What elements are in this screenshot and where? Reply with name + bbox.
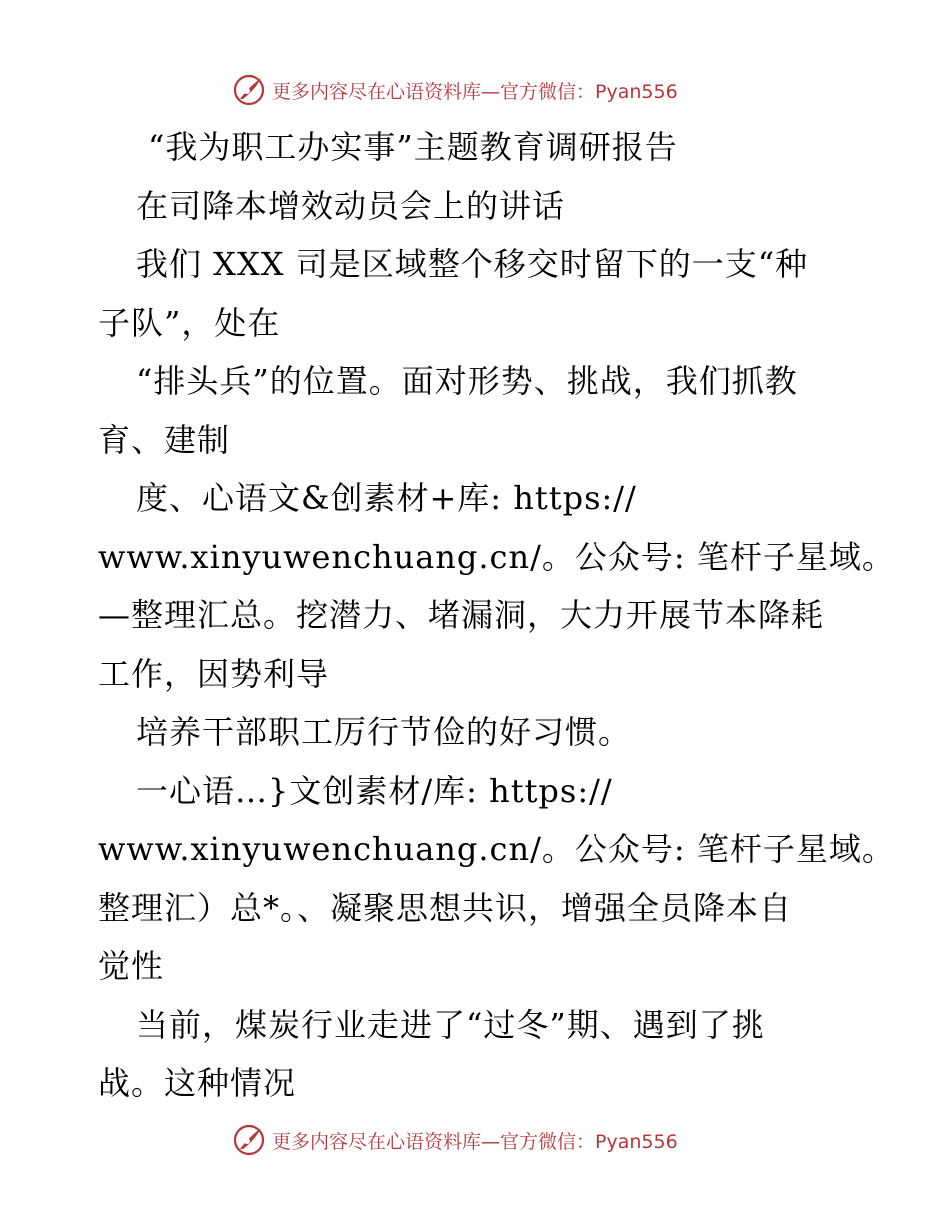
paragraph-line: 当前，煤炭行业走进了“过冬”期、遇到了挑 xyxy=(136,1005,765,1044)
paragraph-line: 一心语…}文创素材/库: https:// xyxy=(136,771,613,810)
paragraph-line: 我们 XXX 司是区域整个移交时留下的一支“种 xyxy=(136,245,809,283)
paragraph-line: 培养干部职工厉行节俭的好习惯。 xyxy=(136,713,632,751)
paragraph-line: 战。这种情况 xyxy=(98,1064,297,1102)
paragraph-line: “排头兵”的位置。面对形势、挑战，我们抓教 xyxy=(136,362,798,400)
watermark-text: 更多内容尽在心语资料库—官方微信：Pyan556 xyxy=(272,1130,678,1153)
paragraph-line: www.xinyuwenchuang.cn/。公众号: 笔杆子星域。 xyxy=(98,830,895,868)
paragraph-line: www.xinyuwenchuang.cn/。公众号: 笔杆子星域。 xyxy=(98,537,895,576)
paragraph-line: 育、建制 xyxy=(98,420,231,459)
paragraph-line: 度、心语文&创素材+库: https:// xyxy=(136,479,637,517)
header-watermark xyxy=(232,72,678,108)
paragraph-line: 整理汇）总*。、凝聚思想共识，增强全员降本自 xyxy=(98,888,793,927)
watermark-text: 更多内容尽在心语资料库—官方微信：Pyan556 xyxy=(272,80,678,103)
paragraph-line: 工作，因势利导 xyxy=(98,654,330,693)
paragraph-line: 子队”，处在 xyxy=(98,303,281,342)
document-body xyxy=(98,118,895,1113)
footer-watermark xyxy=(232,1122,678,1158)
document-title: “我为职工办实事”主题教育调研报告 xyxy=(148,128,678,166)
quill-logo-icon xyxy=(232,73,266,107)
paragraph-line: 觉性 xyxy=(98,947,165,985)
paragraph-line: —整理汇总。挖潜力、堵漏洞，大力开展节本降耗 xyxy=(98,596,825,634)
quill-logo-icon xyxy=(232,1123,266,1157)
document-subtitle: 在司降本增效动员会上的讲话 xyxy=(136,186,566,225)
